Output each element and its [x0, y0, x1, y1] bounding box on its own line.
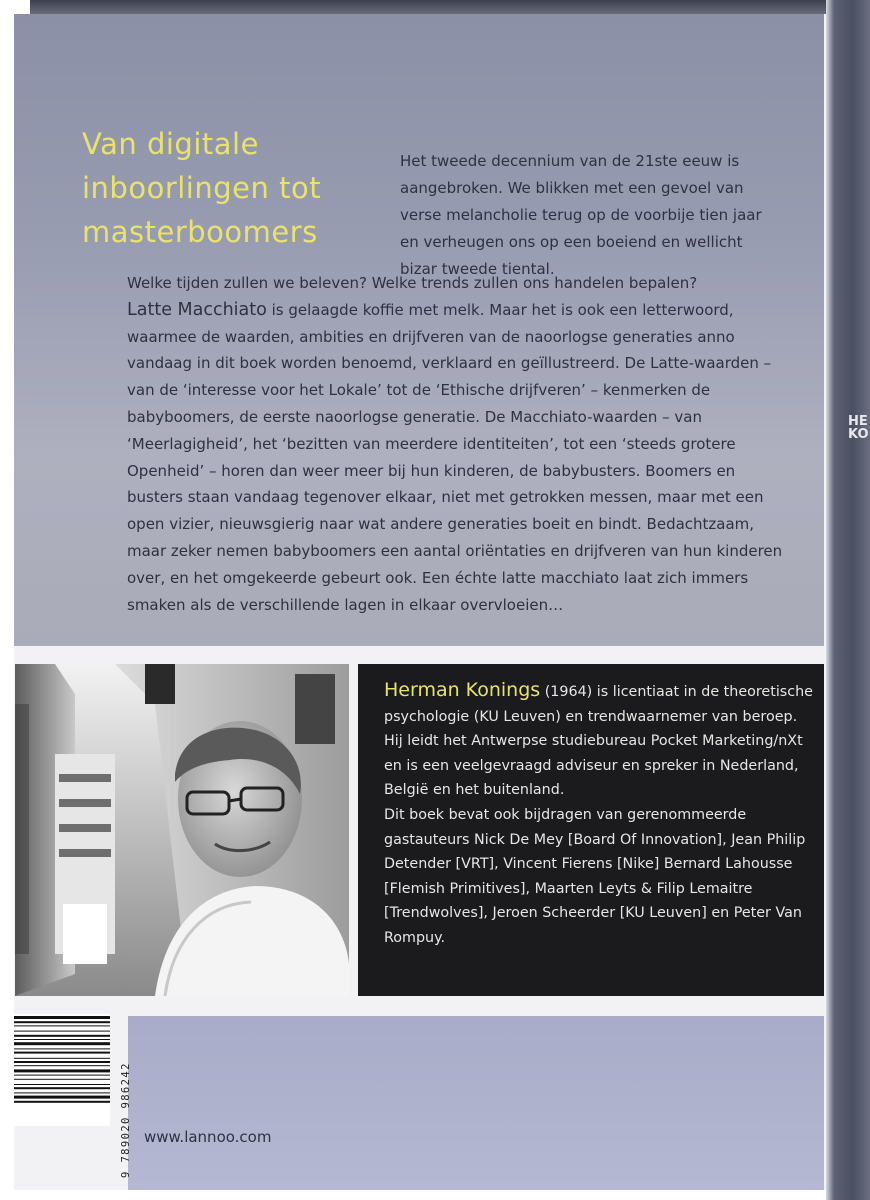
barcode-bar: [14, 1035, 110, 1037]
barcode-bar: [14, 1092, 110, 1093]
barcode-bar: [14, 1087, 110, 1089]
barcode-bar: [14, 1075, 110, 1076]
barcode-bar: [14, 1052, 110, 1054]
barcode-bar: [14, 1061, 110, 1063]
barcode-image: [14, 1014, 110, 1126]
author-photo-image: [15, 664, 349, 996]
intro-paragraph: Het tweede decennium van de 21ste eeuw is aangebroken. We blikken met een gevoel van verse melancholie terug op de voorbije tien jaar en verheugen ons op een boeiend en wellicht bizar tweede tiental.: [400, 152, 762, 278]
barcode-bar: [14, 1031, 110, 1032]
book-top-edge: [30, 0, 850, 14]
book-spine: [826, 0, 870, 1200]
publisher-url: www.lannoo.com: [144, 1128, 272, 1146]
barcode-bar: [14, 1084, 110, 1085]
footer-panel: [128, 1016, 824, 1190]
isbn-number: 9 789020 986242: [120, 1062, 132, 1178]
barcode-bar: [14, 1042, 110, 1045]
barcode-bar: [14, 1048, 110, 1049]
author-photo: [15, 664, 349, 996]
blurb-lead: Latte Macchiato: [127, 299, 267, 320]
spine-text: HE KO: [848, 414, 869, 442]
barcode: [14, 1014, 110, 1126]
barcode-bar: [14, 1065, 110, 1066]
author-name: Herman Konings: [384, 679, 541, 701]
author-bio-text: (1964) is licentiaat in de theoretische psychologie (KU Leuven) en trendwaarnemer van beroep. Hij leidt het Antwerpse studiebureau Pocket Marketing/nXt en is een veelgevraagd adviseur en spreker in Nederland, België en het buitenland.: [384, 684, 813, 799]
barcode-bar: [14, 1079, 110, 1080]
barcode-bar: [14, 1096, 110, 1099]
blurb-first-line: Welke tijden zullen we beleven? Welke trends zullen ons handelen bepalen?: [127, 274, 698, 292]
barcode-bar: [14, 1039, 110, 1040]
blurb-paragraph: [127, 270, 787, 618]
barcode-bar: [14, 1016, 110, 1019]
author-bio: [384, 678, 814, 951]
contributors-text: Dit boek bevat ook bijdragen van gerenommeerde gastauteurs Nick De Mey [Board Of Innovation], Jean Philip Detender [VRT], Vincent Fierens [Nike] Bernard Lahousse [Flemish Primitives], Maarten Leyts & Filip Lemaitre [Trendwolves], Jeroen Scheerder [KU Leuven] en Peter Van Rompuy.: [384, 806, 806, 946]
barcode-bar: [14, 1069, 110, 1072]
barcode-bar: [14, 1021, 110, 1023]
barcode-bar: [14, 1025, 110, 1026]
blurb-text: is gelaagde koffie met melk. Maar het is ook een letterwoord, waarmee de waarden, ambities en drijfveren van de naoorlogse generaties anno vandaag in dit boek worden benoemd, verklaard en geïllustreerd. De Latte-waarden – van de ‘interesse voor het Lokale’ tot de ‘Ethische drijfveren’ – kenmerken de babyboomers, de eerste naoorlogse generatie. De Macchiato-waarden – van ‘Meerlagigheid’, het ‘bezitten van meerdere identiteiten’, tot een ‘steeds grotere Openheid’ – horen dan weer meer bij hun kinderen, de babybusters. Boomers en busters staan vandaag tegenover elkaar, niet met getrokken messen, maar met een open vizier, nieuwsgierig naar wat andere generaties boeit en bindt. Bedachtzaam, maar zeker nemen babyboomers een aantal oriëntaties en drijfveren van hun kinderen over, en het omgekeerde gebeurt ook. Een échte latte macchiato laat zich immers smaken als de verschillende lagen in elkaar overvloeien…: [127, 300, 783, 614]
barcode-bar: [14, 1058, 110, 1059]
cover-title: Van digitale inboorlingen tot masterboomers: [82, 127, 322, 249]
barcode-bar: [14, 1101, 110, 1103]
